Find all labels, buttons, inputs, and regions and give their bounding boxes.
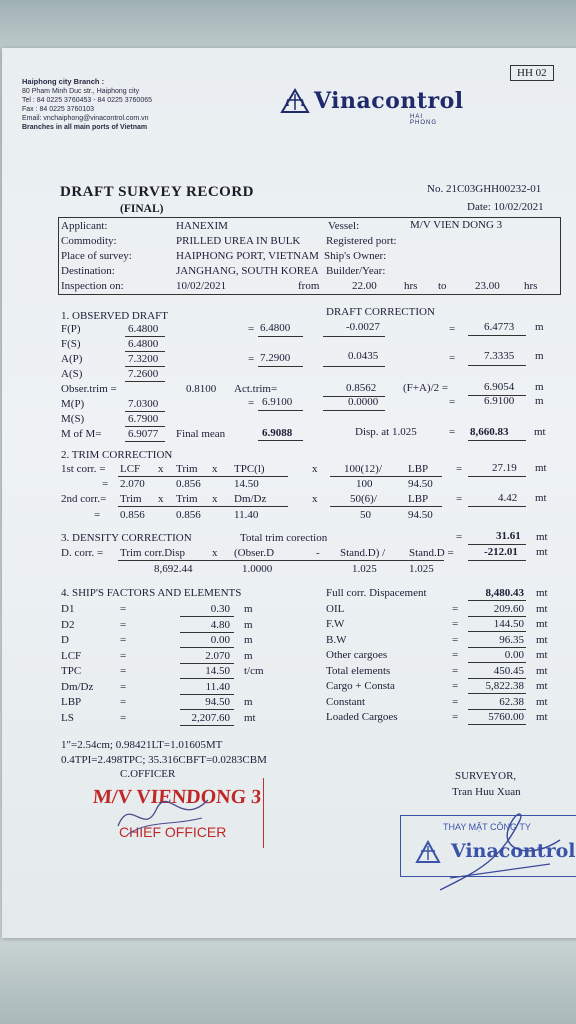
element-eq: = [452,633,459,646]
act-trim-value: 0.8562 [346,382,377,394]
total-trim-value: 31.61 [496,530,521,542]
hrs-label-1: hrs [404,280,418,292]
x-3: x [312,463,318,475]
element-label: B.W [326,633,347,646]
factor-label: LCF [61,649,82,662]
element-label: Other cargoes [326,649,388,661]
element-value: 8,480.43 [485,587,524,599]
trim-word-2b: Trim [176,493,198,505]
page-title: DRAFT SURVEY RECORD [60,184,254,200]
unit-m-3: m [535,381,544,393]
element-unit: mt [536,649,548,661]
unit-mt-disp: mt [534,426,546,438]
company-stamp-name: Vinacontrol [451,840,576,862]
minus-sign: - [316,547,320,559]
f-mean-value: 6.4800 [260,322,291,334]
factor-value: 14.50 [205,665,230,677]
commodity-value: PRILLED UREA IN BULK [176,235,301,247]
to-value: 23.00 [475,280,500,292]
logo-sub: HAI PHONG [410,114,438,126]
factor-value: 11.40 [205,680,230,693]
factor-unit: mt [244,711,256,724]
density-heading: 3. DENSITY CORRECTION [61,532,192,544]
factor-unit: m [244,618,253,631]
second-corr-label: 2nd corr.= [61,493,107,505]
fp-value: 6.4800 [128,323,159,335]
total-trim-label: Total trim corection [240,532,328,544]
surveyor-label: SURVEYOR, [455,770,517,782]
obser-d-value: 1.0000 [242,563,273,575]
ship-stamp-name: M/V VIENDONG 3 [92,786,262,808]
trim-val-1: 0.856 [176,478,201,490]
element-unit: mt [536,633,548,646]
obser-d-word: (Obser.D [234,547,275,559]
ms-value: 6.7900 [128,413,159,425]
hrs-label-2: hrs [524,280,538,292]
x-7: x [212,547,218,559]
lbp-word-1: LBP [408,463,429,475]
officer-label: C.OFFICER [120,768,176,780]
tcd-value: 8,692.44 [154,563,193,575]
branch-tel: Tel : 84 0225 3760453 - 84 0225 3760065 [22,97,153,104]
stand-d-word-2: Stand.D = [409,547,454,559]
x-1: x [158,463,164,475]
surveyor-name: Tran Huu Xuan [452,786,521,798]
eq-mid: = [449,396,456,408]
unit-m-4: m [535,395,544,407]
first-corr-result: 27.19 [492,462,517,474]
fs-label: F(S) [61,338,81,350]
element-eq: = [452,618,459,630]
first-corr-label: 1st corr. = [61,463,106,475]
element-label: OIL [326,602,345,615]
element-unit: mt [536,695,548,708]
vessel-value: M/V VIEN DONG 3 [410,219,503,231]
record-date: Date: 10/02/2021 [467,201,544,213]
unit-m-2: m [535,350,544,362]
factor-eq: = [120,696,127,708]
mid-result: 6.9100 [484,395,515,407]
factor-label: Dm/Dz [61,680,94,693]
element-unit: mt [536,711,548,723]
element-label: Constant [326,695,366,708]
fwd-correction: -0.0027 [346,321,380,333]
scales-emblem-icon [280,88,310,114]
factor-label: D [61,634,69,646]
ship-owner-label: Ship's Owner: [324,250,387,262]
element-unit: mt [536,587,548,599]
element-label: Cargo + Consta [326,680,395,692]
from-label: from [298,280,320,292]
factor-label: D1 [61,603,75,615]
element-eq: = [452,680,459,692]
element-value: 0.00 [504,649,524,661]
unit-mt-d: mt [536,546,548,558]
factor-eq: = [120,680,127,693]
factor-value: 4.80 [210,618,230,631]
act-trim-label: Act.trim= [234,383,278,395]
place-value: HAIPHONG PORT, VIETNAM [176,250,319,262]
x-6: x [312,493,318,505]
mom-label: M of M= [61,428,102,440]
branch-note: Branches in all main ports of Vietnam [22,124,148,131]
record-number: No. 21C03GHH00232-01 [427,183,542,195]
fa-label: (F+A)/2 = [403,382,449,394]
element-unit: mt [536,664,548,677]
eq-m: = [248,397,255,409]
unit-mt-c1: mt [535,462,547,474]
factor-eq: = [120,634,127,646]
factor-value: 0.30 [210,603,230,615]
a-mean-value: 7.2900 [260,352,291,364]
final-mean-value: 6.9088 [262,427,293,439]
factor-label: D2 [61,618,75,631]
tpc-val: 14.50 [234,478,259,490]
x-4: x [158,493,164,505]
builder-year-label: Builder/Year: [326,265,386,277]
from-value: 22.00 [352,280,377,292]
dmdz-word: Dm/Dz [234,493,267,505]
obser-trim-value: 0.8100 [186,383,217,395]
factor-unit: m [244,603,253,615]
frac1-top: 100(12)/ [344,463,382,475]
applicant-label: Applicant: [61,220,108,232]
as-value: 7.2600 [128,368,159,380]
element-eq: = [452,602,459,615]
disp-value: 8,660.83 [470,426,509,438]
registered-port-label: Registered port: [326,235,397,247]
factor-eq: = [120,649,127,662]
trim-val-2a: 0.856 [120,509,145,521]
element-value: 209.60 [493,602,524,615]
inspection-label: Inspection on: [61,280,124,292]
fwd-result: 6.4773 [484,321,515,333]
element-value: 5760.00 [488,711,524,723]
logo-name: Vinacontrol [314,88,464,114]
conversion-note-2: 0.4TPI=2.498TPC; 35.316CBFT=0.0283CBM [61,754,267,766]
ap-label: A(P) [61,353,83,365]
trim-word-1: Trim [176,463,198,475]
factor-value: 2.070 [205,649,230,662]
fa-value: 6.9054 [484,381,515,393]
unit-m-1: m [535,321,544,333]
factor-unit: m [244,696,253,708]
officer-signature [110,790,220,840]
eq-a: = [248,353,255,365]
lbp-val-2: 94.50 [408,509,433,521]
element-unit: mt [536,680,548,692]
factor-label: LS [61,711,74,724]
frac1-bot: 100 [356,478,373,490]
element-eq: = [452,649,459,661]
mp-value: 7.0300 [128,398,159,410]
eq-f: = [248,323,255,335]
lbp-val-1: 94.50 [408,478,433,490]
element-unit: mt [536,618,548,630]
vessel-label: Vessel: [328,220,360,232]
place-label: Place of survey: [61,250,132,262]
stand-d-value-2: 1.025 [409,563,434,575]
unit-mt-total: mt [536,531,548,543]
d-corr-label: D. corr. = [61,547,104,559]
branch-email: Email: vnchaiphong@vinacontrol.com.vn [22,115,149,122]
factor-label: LBP [61,696,82,708]
commodity-label: Commodity: [61,235,117,247]
fs-value: 6.4800 [128,338,159,350]
lbp-word-2: LBP [408,493,429,505]
element-label: F.W [326,618,345,630]
unit-mt-c2: mt [535,492,547,504]
factor-unit: m [244,634,253,646]
fp-label: F(P) [61,323,81,335]
factor-value: 94.50 [205,696,230,708]
frac2-top: 50(6)/ [350,493,377,505]
factors-heading: 4. SHIP'S FACTORS AND ELEMENTS [61,587,242,599]
tpc-word: TPC(l) [234,463,265,475]
factor-value: 2,207.60 [191,711,230,724]
factor-eq: = [120,711,127,724]
to-label: to [438,280,447,292]
m-mean-value: 6.9100 [262,396,293,408]
eq-disp: = [449,426,456,438]
aft-correction: 0.0435 [348,350,379,362]
factor-unit: t/cm [244,665,264,677]
ms-label: M(S) [61,413,85,425]
trim-val-2b: 0.856 [176,509,201,521]
applicant-value: HANEXIM [176,220,228,232]
factor-eq: = [120,665,127,677]
element-value: 450.45 [493,664,524,677]
d-corr-result: -212.01 [484,546,518,558]
eq-fwd: = [449,323,456,335]
branch-address: 80 Pham Minh Duc str., Haiphong city [22,88,140,95]
factor-label: TPC [61,665,82,677]
eq-total: = [456,531,463,543]
obser-trim-label: Obser.trim = [61,383,117,395]
branch-fax: Fax : 84 0225 3760103 [22,106,95,113]
x-2: x [212,463,218,475]
element-value: 144.50 [493,618,524,630]
as-label: A(S) [61,368,83,380]
disp-label: Disp. at 1.025 [355,426,417,438]
company-stamp-top: THAY MẶT CÔNG TY [443,822,531,832]
mp-label: M(P) [61,398,85,410]
second-corr-result: 4.42 [498,492,518,504]
page-subtitle: (FINAL) [120,203,164,215]
eq-c1: = [456,463,463,475]
branch-name: Haiphong city Branch : [22,77,105,86]
inspection-value: 10/02/2021 [176,280,227,292]
element-label: Loaded Cargoes [326,711,398,723]
factor-value: 0.00 [210,634,230,646]
mid-correction: 0.0000 [348,396,379,408]
trim-heading: 2. TRIM CORRECTION [61,449,173,461]
factor-unit: m [244,649,253,662]
element-label: Full corr. Dispacement [326,587,427,599]
mom-value: 6.9077 [128,428,159,440]
frac2-bot: 50 [360,509,371,521]
factor-eq: = [120,618,127,631]
conversion-note-1: 1"=2.54cm; 0.98421LT=1.01605MT [61,739,223,751]
element-value: 96.35 [499,633,524,646]
aft-result: 7.3335 [484,350,515,362]
observed-heading: 1. OBSERVED DRAFT [61,310,168,322]
surveyor-signature [420,800,570,900]
eq-c1-vals: = [102,478,109,490]
eq-c2-vals: = [94,509,101,521]
stand-d-value: 1.025 [352,563,377,575]
element-value: 5,822.38 [485,680,524,692]
dmdz-val: 11.40 [234,509,259,521]
trim-word-2a: Trim [120,493,142,505]
factor-eq: = [120,603,127,615]
element-eq: = [452,664,459,677]
doc-id: HH 02 [510,65,554,81]
draft-correction-heading: DRAFT CORRECTION [326,306,435,318]
lcf-word: LCF [120,463,141,475]
element-eq: = [452,695,459,708]
eq-aft: = [449,352,456,364]
lcf-val: 2.070 [120,478,145,490]
branch-block [22,77,152,132]
stand-d-word: Stand.D) / [340,547,386,559]
ship-stamp-role: CHIEF OFFICER [119,824,227,840]
final-mean-label: Final mean [176,428,226,440]
tcd-word: Trim corr.Disp [120,547,185,559]
destination-label: Destination: [61,265,115,277]
element-label: Total elements [326,664,391,677]
element-eq: = [452,711,459,723]
element-value: 62.38 [499,695,524,708]
x-5: x [212,493,218,505]
eq-c2: = [456,493,463,505]
element-unit: mt [536,602,548,615]
destination-value: JANGHANG, SOUTH KOREA [176,265,319,277]
ap-value: 7.3200 [128,353,159,365]
